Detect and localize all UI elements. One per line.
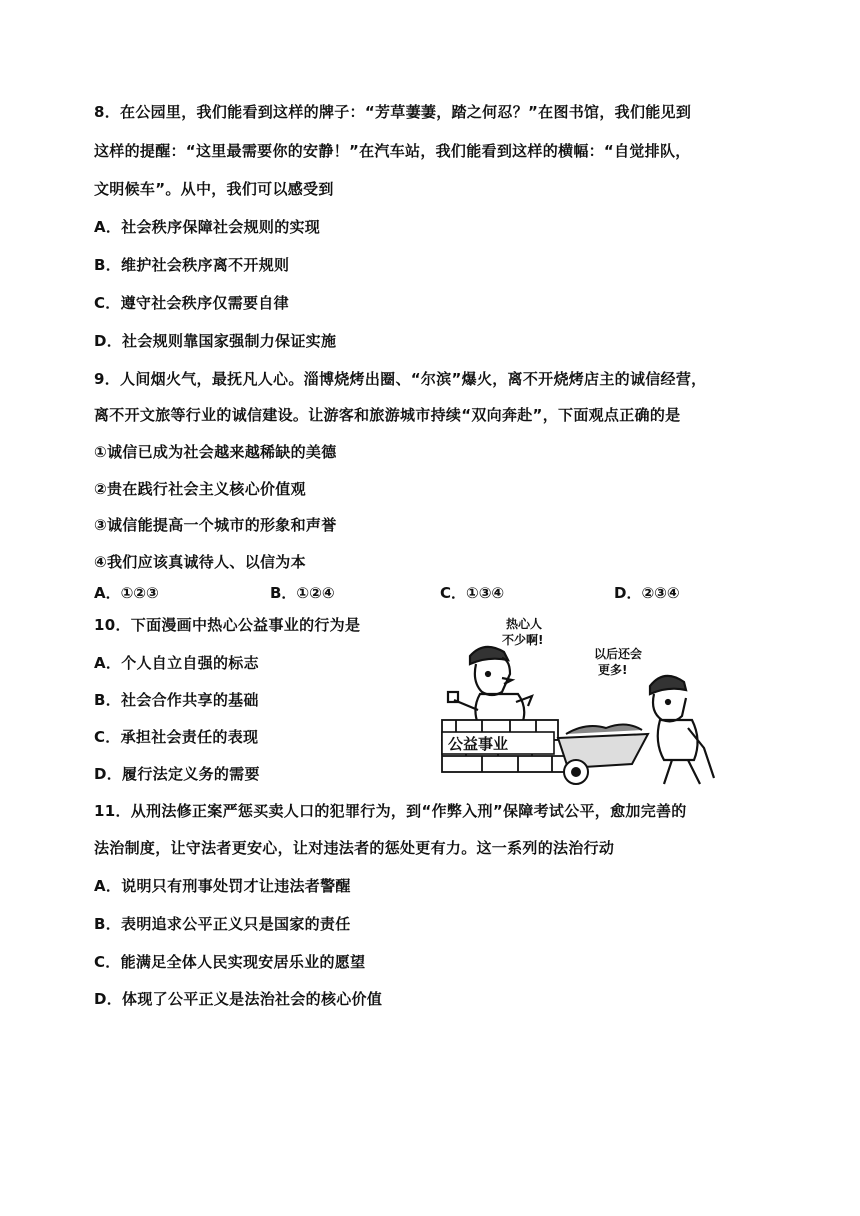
bubble-right-line-2: 更多! <box>598 663 628 677</box>
q9-statement-3: ③诚信能提高一个城市的形象和声誉 <box>94 516 337 534</box>
q9-option-b: B．①②④ <box>270 584 335 602</box>
q8-stem-line-2: 这样的提醒：“这里最需要你的安静！”在汽车站，我们能看到这样的横幅：“自觉排队， <box>94 142 691 160</box>
bubble-left-line-1: 热心人 <box>506 617 543 631</box>
q10-option-a: A．个人自立自强的标志 <box>94 654 259 672</box>
q11-stem-line-2: 法治制度，让守法者更安心，让对违法者的惩处更有力。这一系列的法治行动 <box>94 839 615 857</box>
q9-stem-line-2: 离不开文旅等行业的诚信建设。让游客和旅游城市持续“双向奔赴”，下面观点正确的是 <box>94 406 681 424</box>
q11-option-c: C．能满足全体人民实现安居乐业的愿望 <box>94 953 366 971</box>
q8-stem-line-1: 8．在公园里，我们能看到这样的牌子：“芳草萋萋，踏之何忍？”在图书馆，我们能见到 <box>94 103 692 121</box>
q11-option-b: B．表明追求公平正义只是国家的责任 <box>94 915 351 933</box>
q9-stem-line-1: 9．人间烟火气，最抚凡人心。淄博烧烤出圈、“尔滨”爆火，离不开烧烤店主的诚信经营， <box>94 370 707 388</box>
q9-option-d: D．②③④ <box>614 584 680 602</box>
q11-option-a: A．说明只有刑事处罚才让违法者警醒 <box>94 877 351 895</box>
q10-option-b: B．社会合作共享的基础 <box>94 691 259 709</box>
q11-option-d: D．体现了公平正义是法治社会的核心价值 <box>94 990 383 1008</box>
public-welfare-cartoon <box>436 608 726 792</box>
left-worker-figure <box>448 647 532 724</box>
q8-option-d: D．社会规则靠国家强制力保证实施 <box>94 332 337 350</box>
banner-text: 公益事业 <box>448 735 509 753</box>
q8-option-a: A．社会秩序保障社会规则的实现 <box>94 218 321 236</box>
q8-option-b: B．维护社会秩序离不开规则 <box>94 256 290 274</box>
q8-option-c: C．遵守社会秩序仅需要自律 <box>94 294 289 312</box>
q9-option-c: C．①③④ <box>440 584 505 602</box>
q9-statement-4: ④我们应该真诚待人、以信为本 <box>94 553 306 571</box>
bubble-left-line-2: 不少啊! <box>502 633 544 647</box>
q9-statement-1: ①诚信已成为社会越来越稀缺的美德 <box>94 443 337 461</box>
q10-stem: 10．下面漫画中热心公益事业的行为是 <box>94 616 361 634</box>
q9-option-a: A．①②③ <box>94 584 159 602</box>
q8-stem-line-3: 文明候车”。从中，我们可以感受到 <box>94 180 334 198</box>
q9-statement-2: ②贵在践行社会主义核心价值观 <box>94 480 306 498</box>
q11-stem-line-1: 11．从刑法修正案严惩买卖人口的犯罪行为，到“作弊入刑”保障考试公平，愈加完善的 <box>94 802 687 820</box>
q10-option-d: D．履行法定义务的需要 <box>94 765 260 783</box>
wheelbarrow <box>558 724 648 784</box>
q10-option-c: C．承担社会责任的表现 <box>94 728 259 746</box>
bubble-right-line-1: 以后还会 <box>594 647 643 661</box>
